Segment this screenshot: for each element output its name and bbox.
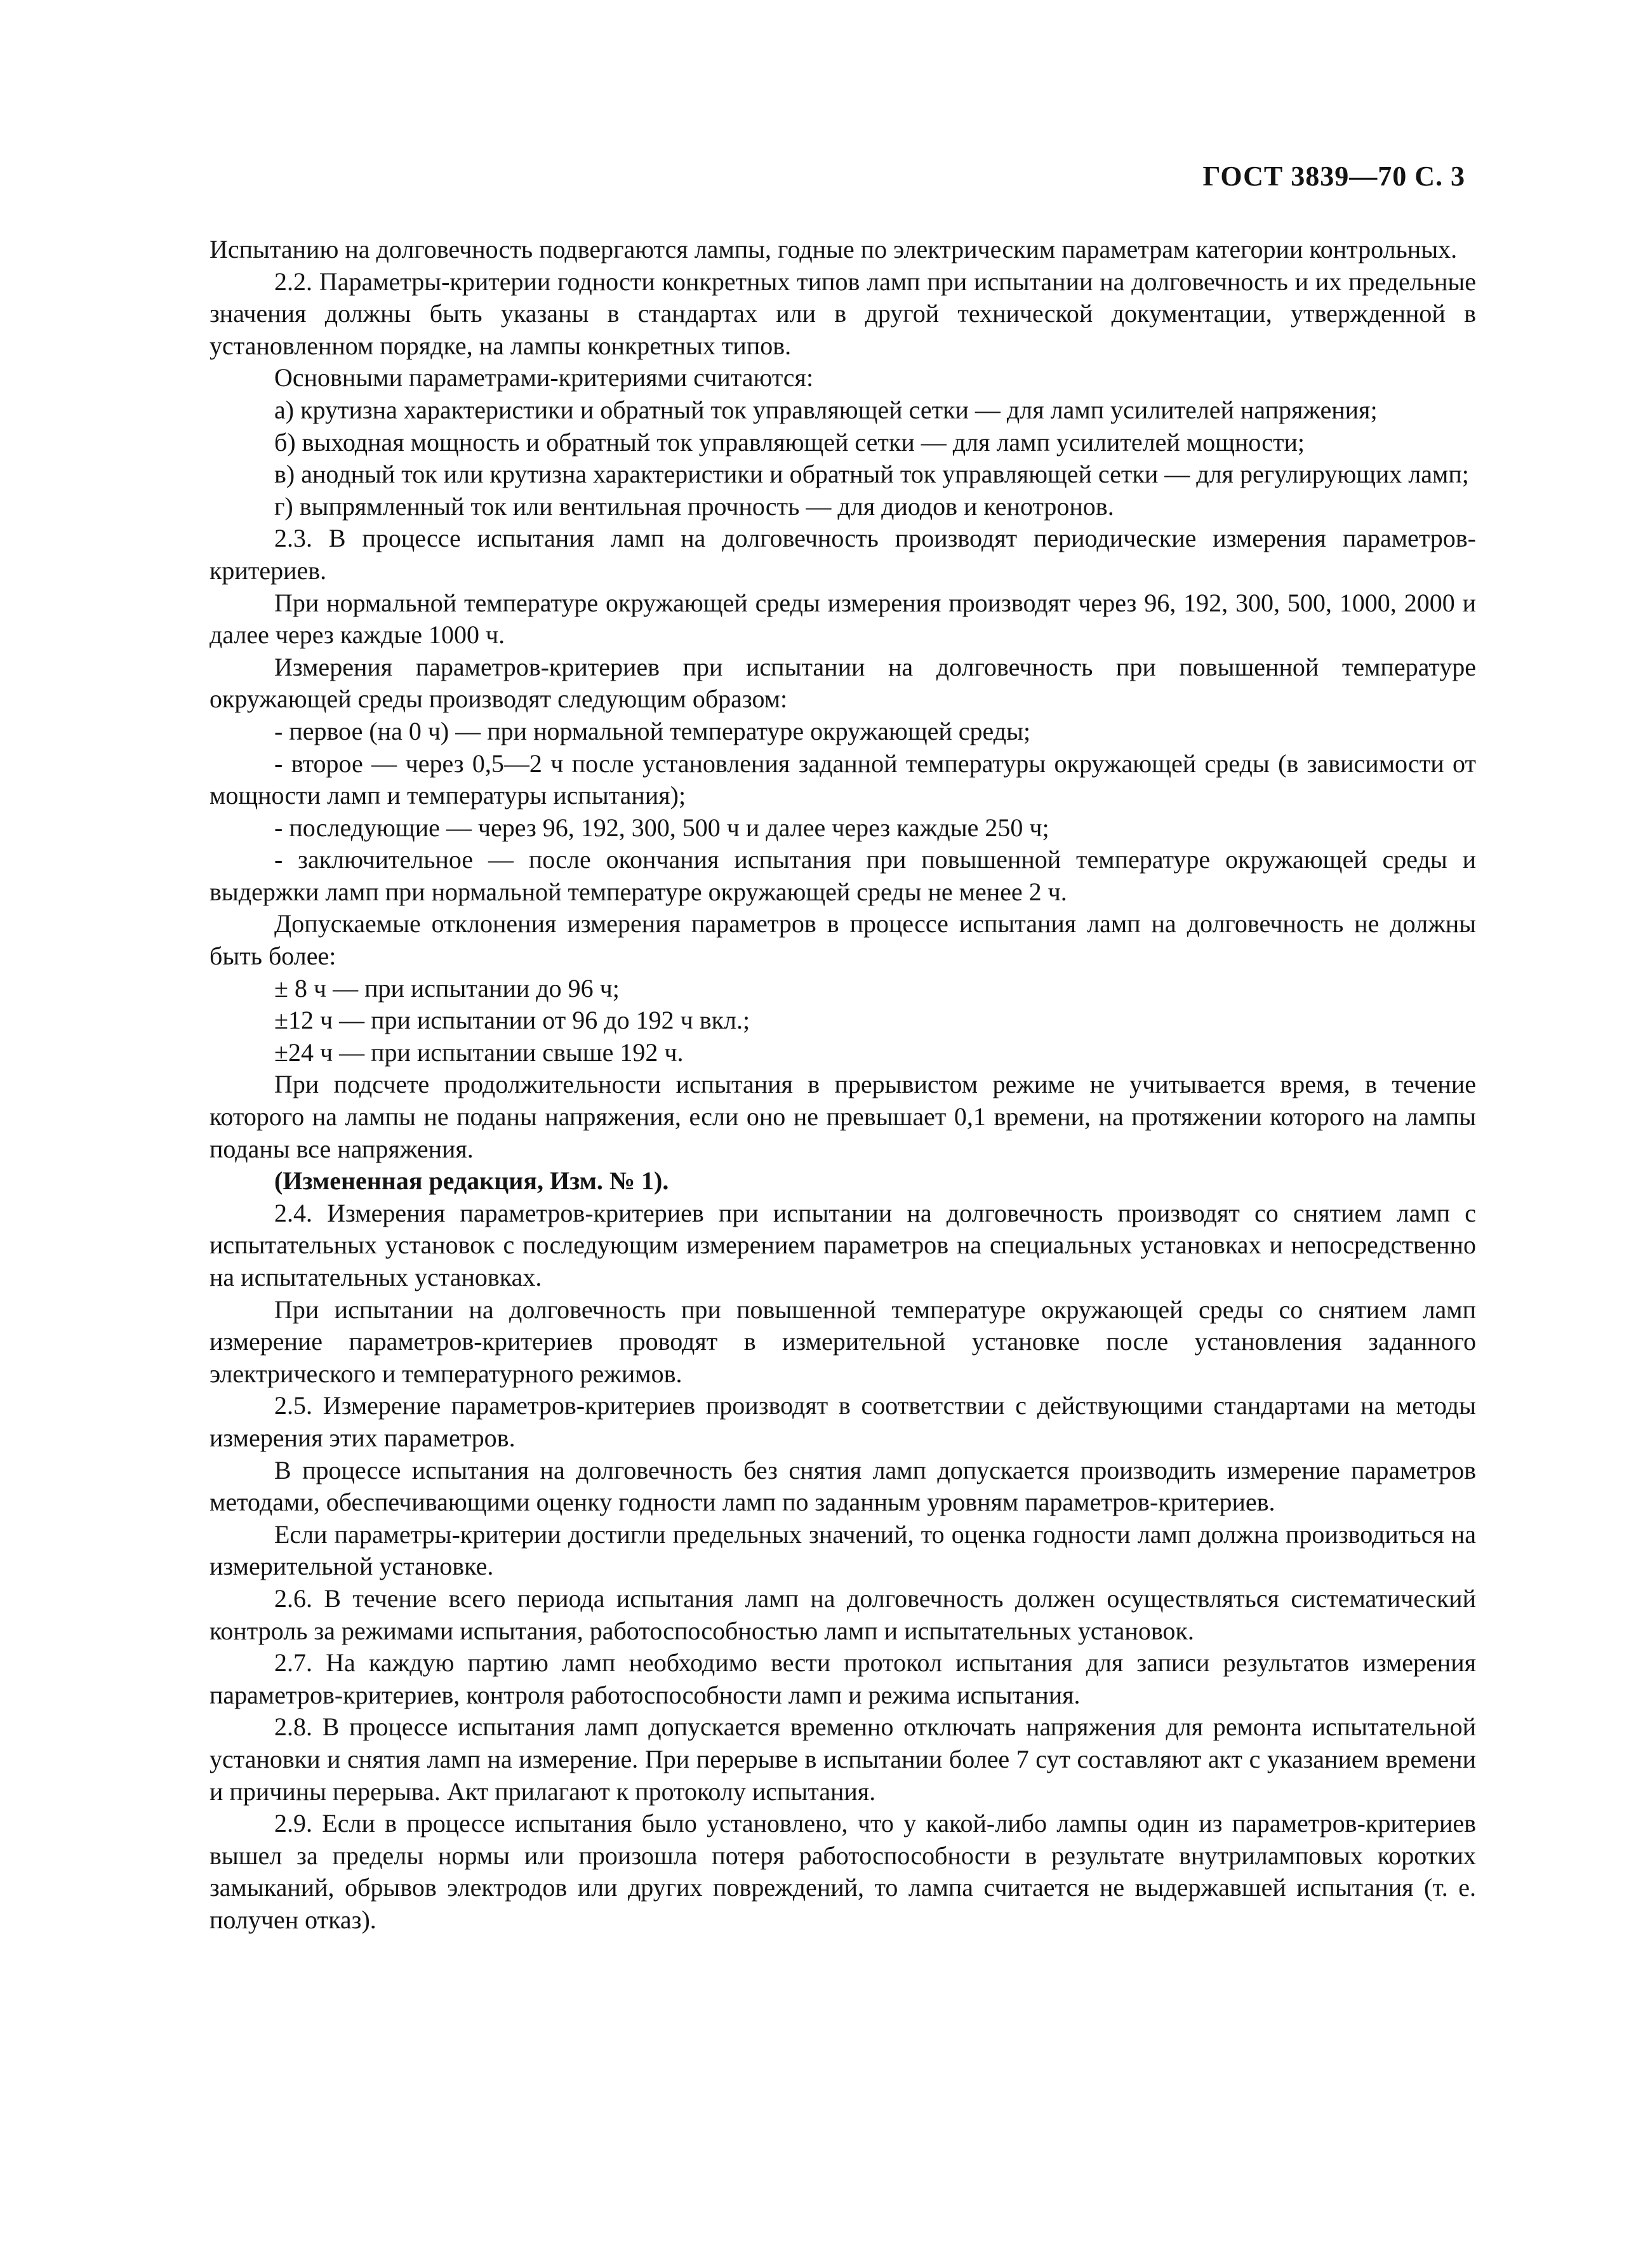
amendment-note <box>210 1165 1476 1197</box>
tolerance-item-1: ± 8 ч — при испытании до 96 ч; <box>274 973 620 1003</box>
paragraph-no-removal: В процессе испытания на долговечность без снятия ламп допускается производить измерение параметров методами, обеспечивающими оценку годности ламп по заданным уровням параметров-критериев. <box>210 1455 1476 1517</box>
list-item-g: г) выпрямленный ток или вентильная прочность — для диодов и кенотронов. <box>274 491 1114 521</box>
list-item-second: - второе — через 0,5—2 ч после установления заданной температуры окружающей среды (в зависимости от мощности ламп и температуры испытания); <box>210 749 1476 810</box>
list-item-subsequent: - последующие — через 96, 192, 300, 500 ч и далее через каждые 250 ч; <box>274 813 1049 842</box>
paragraph-2-4: 2.4. Измерения параметров-критериев при испытании на долговечность производят со снятием ламп с испытательных установок с последующим измерением параметров на специальных установках и непосредственно на испытательных установках. <box>210 1198 1476 1291</box>
paragraph-2-6: 2.6. В течение всего периода испытания ламп на долговечность должен осуществляться систематический контроль за режимами испытания, работоспособностью ламп и испытательных установок. <box>210 1584 1476 1645</box>
tolerance-item-3: ±24 ч — при испытании свыше 192 ч. <box>274 1037 684 1067</box>
tolerance-item-2: ±12 ч — при испытании от 96 до 192 ч вкл.; <box>274 1006 750 1035</box>
paragraph-criteria-intro: Основными параметрами-критериями считаются: <box>274 363 814 392</box>
list-item-v: в) анодный ток или крутизна характеристики и обратный ток управляющей сетки — для регулирующих ламп; <box>274 460 1469 489</box>
list-item-final: - заключительное — после окончания испытания при повышенной температуре окружающей среды и выдержки ламп при нормальной температуре окружающей среды не менее 2 ч. <box>210 845 1476 906</box>
paragraph-tolerances: Допускаемые отклонения измерения параметров в процессе испытания ламп на долговечность не должны быть более: <box>210 909 1476 971</box>
paragraph-high-temp: Измерения параметров-критериев при испытании на долговечность при повышенной температуре окружающей среды производят следующим образом: <box>210 652 1476 714</box>
paragraph-intermittent: При подсчете продолжительности испытания в прерывистом режиме не учитывается время, в течение которого на лампы не поданы напряжения, если оно не превышает 0,1 времени, на протяжении которого на лампы поданы все напряжения. <box>210 1070 1476 1163</box>
amendment-note-text: (Измененная редакция, Изм. № 1). <box>274 1166 669 1196</box>
document-body <box>210 234 1476 1936</box>
paragraph-normal-temp: При нормальной температуре окружающей среды измерения производят через 96, 192, 300, 500, 1000, 2000 и далее через каждые 1000 ч. <box>210 588 1476 650</box>
list-item-a: а) крутизна характеристики и обратный ток управляющей сетки — для ламп усилителей напряжения; <box>274 395 1378 424</box>
paragraph-limit-values: Если параметры-критерии достигли предельных значений, то оценка годности ламп должна производиться на измерительной установке. <box>210 1519 1476 1581</box>
paragraph-intro: Испытанию на долговечность подвергаются лампы, годные по электрическим параметрам категории контрольных. <box>210 235 1458 263</box>
list-item-first: - первое (на 0 ч) — при нормальной температуре окружающей среды; <box>274 716 1031 745</box>
page-header: ГОСТ 3839—70 С. 3 <box>1202 161 1465 192</box>
paragraph-2-5: 2.5. Измерение параметров-критериев производят в соответствии с действующими стандартами на методы измерения этих параметров. <box>210 1391 1476 1452</box>
paragraph-2-9: 2.9. Если в процессе испытания было установлено, что у какой-либо лампы один из параметров-критериев вышел за пределы нормы или произошла потеря работоспособности в результате внутриламповых коротких замыканий, обрывов электродов или других повреждений, то лампа считается не выдержавшей испытания (т. е. получен отказ). <box>210 1809 1476 1934</box>
paragraph-2-8: 2.8. В процессе испытания ламп допускается временно отключать напряжения для ремонта испытательной установки и снятия ламп на измерение. При перерыве в испытании более 7 сут составляют акт с указанием времени и причины перерыва. Акт прилагают к протоколу испытания. <box>210 1712 1476 1806</box>
paragraph-high-temp-removal: При испытании на долговечность при повышенной температуре окружающей среды со снятием ламп измерение параметров-критериев проводят в измерительной установке после установления заданного электрического и температурного режимов. <box>210 1295 1476 1388</box>
paragraph-2-3: 2.3. В процессе испытания ламп на долговечность производят периодические измерения параметров-критериев. <box>210 524 1476 585</box>
paragraph-2-2: 2.2. Параметры-критерии годности конкретных типов ламп при испытании на долговечность и их предельные значения должны быть указаны в стандартах или в другой технической документации, утвержденной в установленном порядке, на лампы конкретных типов. <box>210 267 1476 360</box>
list-item-b: б) выходная мощность и обратный ток управляющей сетки — для ламп усилителей мощности; <box>274 427 1305 457</box>
paragraph-2-7: 2.7. На каждую партию ламп необходимо вести протокол испытания для записи результатов измерения параметров-критериев, контроля работоспособности ламп и режима испытания. <box>210 1648 1476 1709</box>
